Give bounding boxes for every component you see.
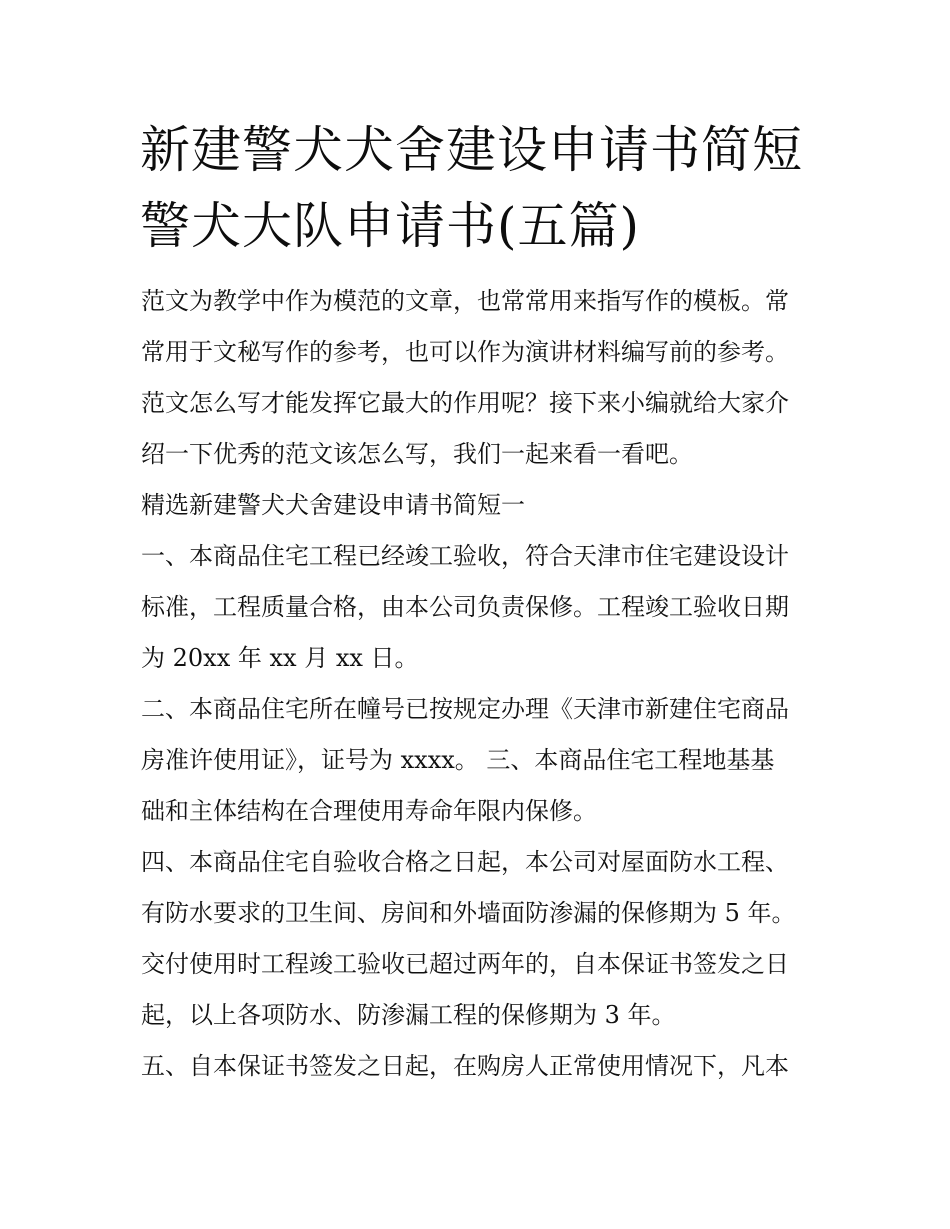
document-title xyxy=(140,112,830,264)
body-line-15: 起，以上各项防水、防渗漏工程的保修期为 3 年。 xyxy=(141,1001,676,1029)
body-line-3: 范文怎么写才能发挥它最大的作用呢？接下来小编就给大家介 xyxy=(141,389,789,417)
body-line-8: 为 20xx 年 xx 月 xx 日。 xyxy=(141,644,419,672)
body-line-6: 一、本商品住宅工程已经竣工验收，符合天津市住宅建设设计 xyxy=(141,542,789,570)
title-line-1: 新建警犬犬舍建设申请书简短 xyxy=(140,121,803,179)
body-line-9: 二、本商品住宅所在幢号已按规定办理《天津市新建住宅商品 xyxy=(141,695,789,723)
body-line-11: 础和主体结构在合理使用寿命年限内保修。 xyxy=(141,797,597,825)
body-line-1: 范文为教学中作为模范的文章，也常常用来指写作的模板。常 xyxy=(141,287,789,315)
body-line-16: 五、自本保证书签发之日起，在购房人正常使用情况下，凡本 xyxy=(141,1052,789,1080)
section-heading: 精选新建警犬犬舍建设申请书简短一 xyxy=(141,491,525,519)
body-line-14: 交付使用时工程竣工验收已超过两年的，自本保证书签发之日 xyxy=(141,950,789,978)
title-line-2: 警犬大队申请书(五篇) xyxy=(140,197,641,255)
body-line-13: 有防水要求的卫生间、房间和外墙面防渗漏的保修期为 5 年。 xyxy=(141,899,796,927)
document-body xyxy=(141,276,821,1092)
body-line-7: 标准，工程质量合格，由本公司负责保修。工程竣工验收日期 xyxy=(141,593,789,621)
body-line-4: 绍一下优秀的范文该怎么写，我们一起来看一看吧。 xyxy=(141,440,693,468)
body-line-2: 常用于文秘写作的参考，也可以作为演讲材料编写前的参考。 xyxy=(141,338,789,366)
body-line-10: 房准许使用证》，证号为 xxxx。 三、本商品住宅工程地基基 xyxy=(141,746,775,774)
body-line-12: 四、本商品住宅自验收合格之日起，本公司对屋面防水工程、 xyxy=(141,848,789,876)
